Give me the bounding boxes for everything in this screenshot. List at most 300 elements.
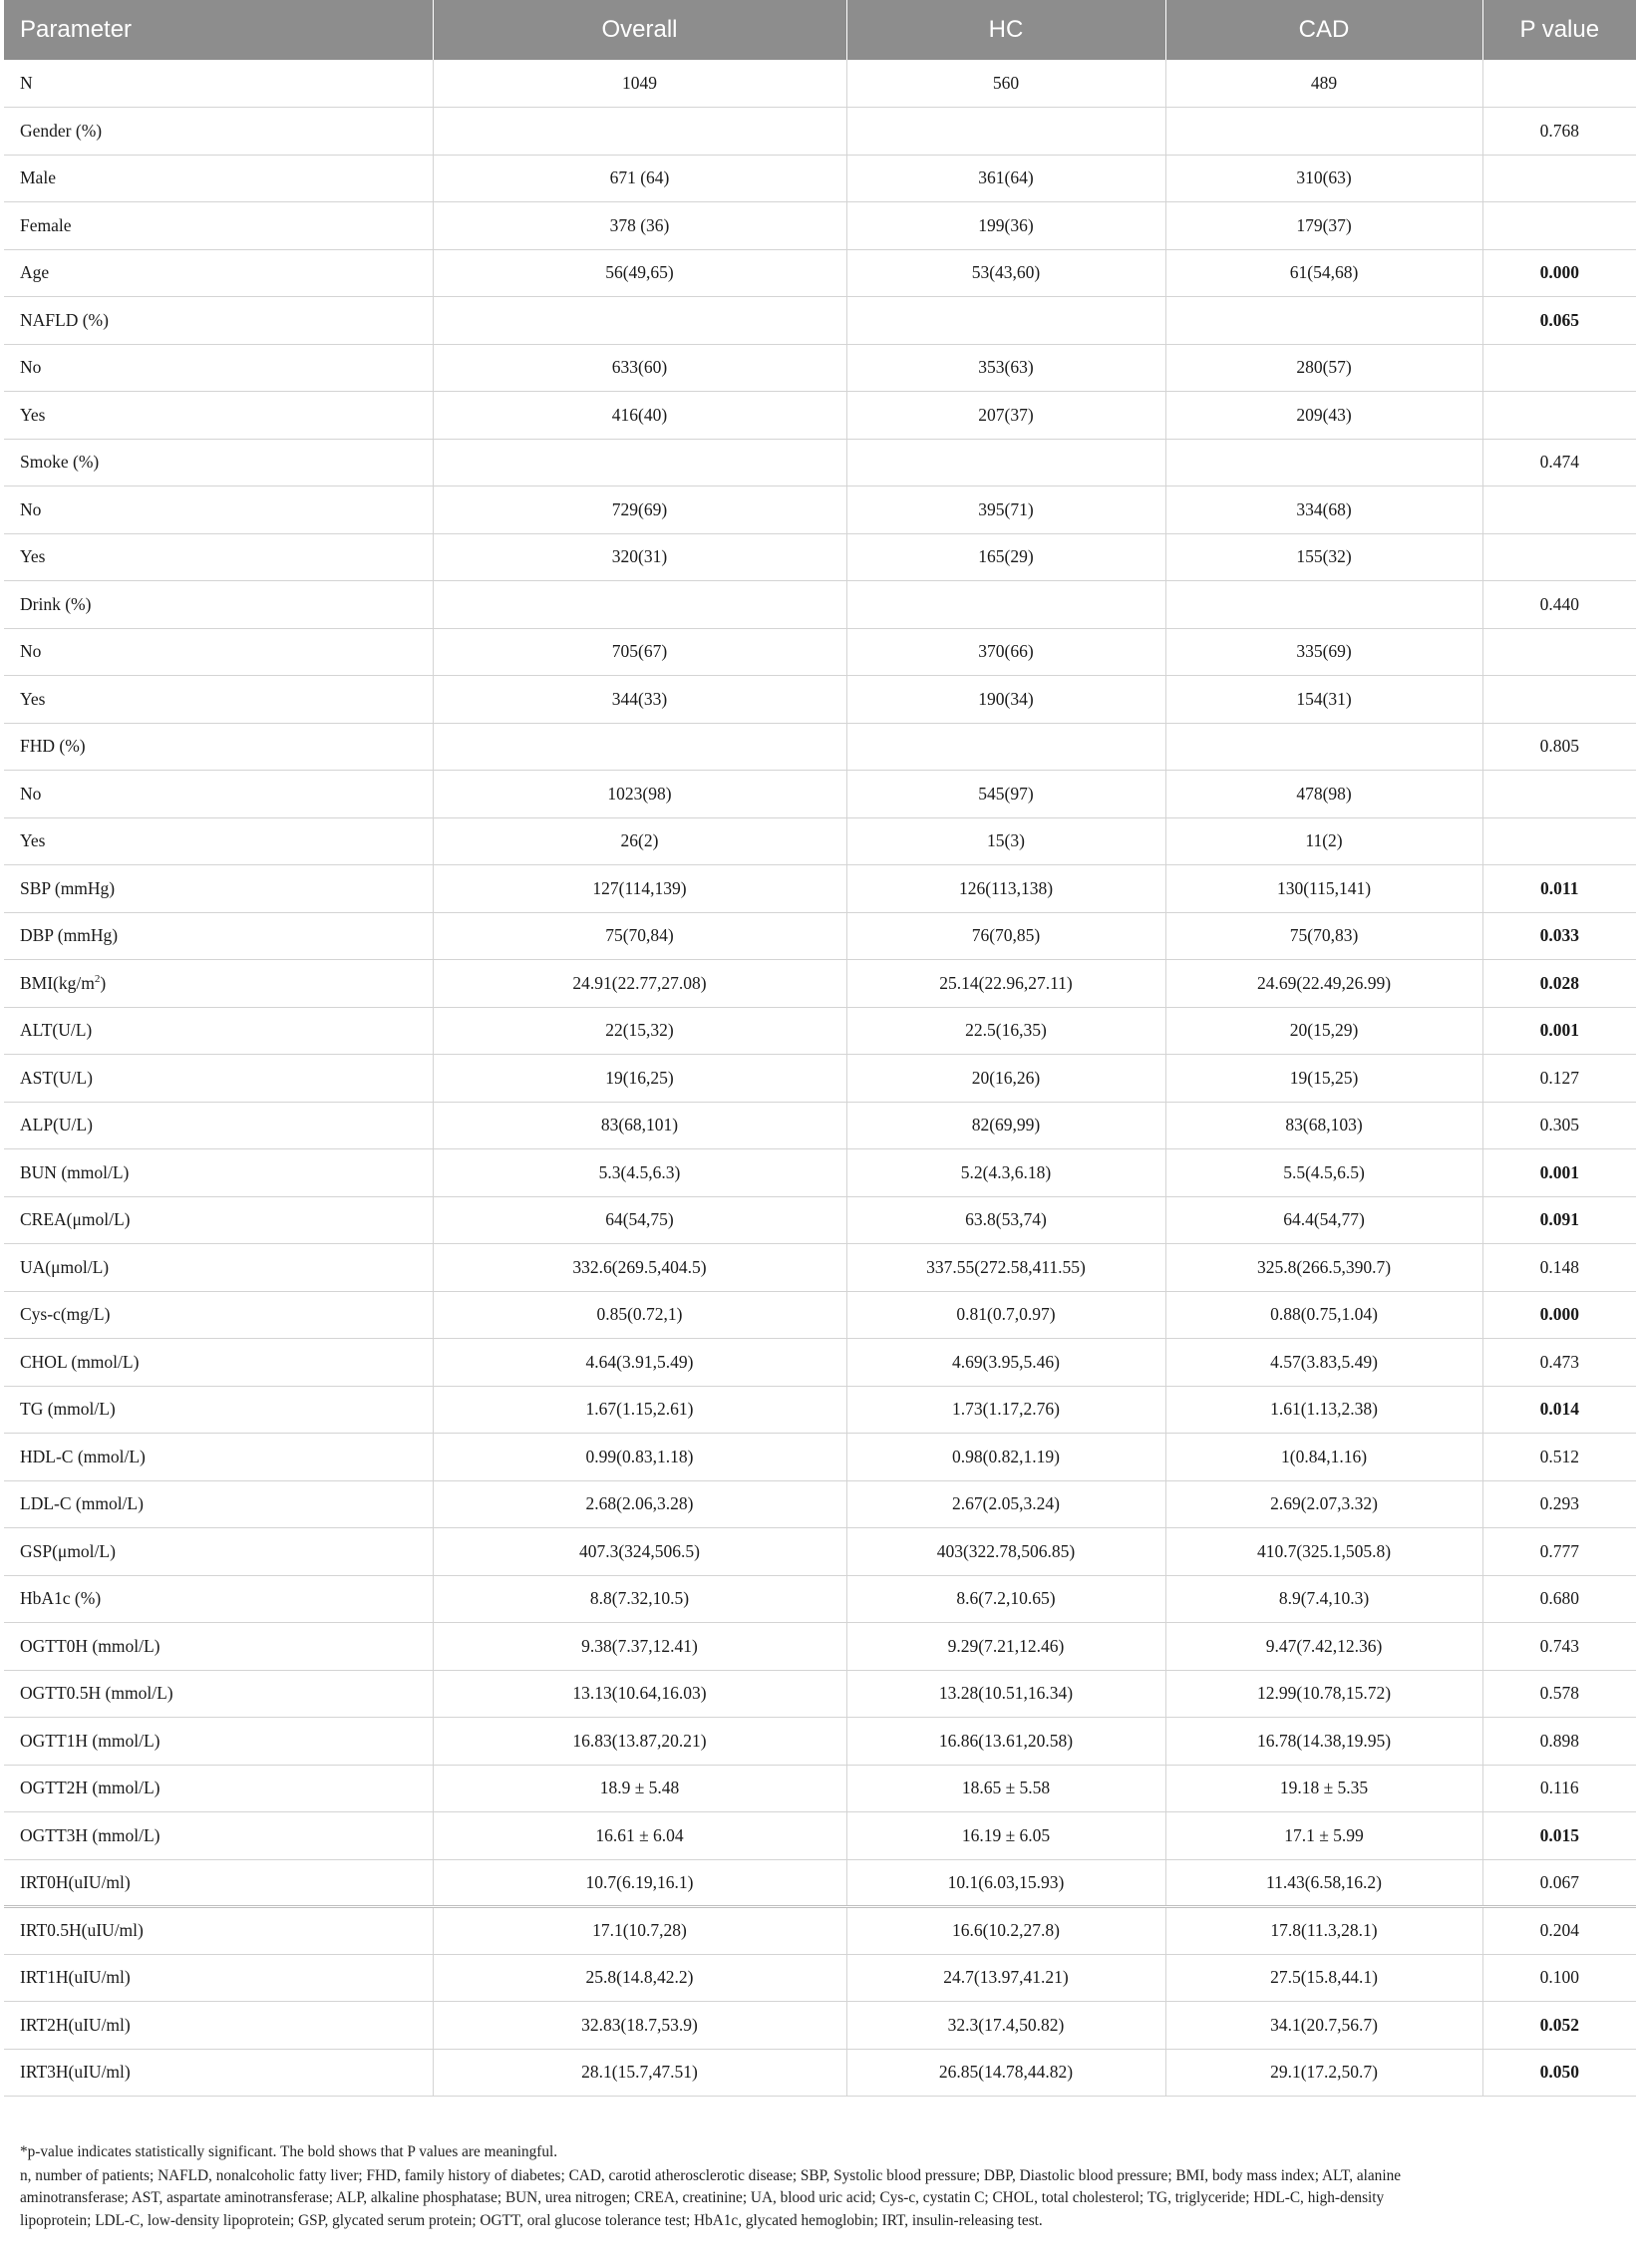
parameter-text: Cys-c(mg/L) xyxy=(20,1304,111,1325)
parameter-text: No xyxy=(20,357,42,378)
parameter-text: OGTT3H (mmol/L) xyxy=(20,1824,161,1845)
row-overall-value: 407.3(324,506.5) xyxy=(433,1528,846,1576)
row-p-value xyxy=(1482,817,1636,865)
row-cad-value: 410.7(325.1,505.8) xyxy=(1165,1528,1482,1576)
row-hc-value xyxy=(846,723,1165,771)
table-row xyxy=(4,960,1636,1008)
row-hc-value: 10.1(6.03,15.93) xyxy=(846,1859,1165,1907)
parameter-text: GSP(μmol/L) xyxy=(20,1540,116,1561)
row-p-value: 0.805 xyxy=(1482,723,1636,771)
row-p-value xyxy=(1482,392,1636,440)
row-overall-value: 16.61 ± 6.04 xyxy=(433,1812,846,1860)
row-hc-value: 560 xyxy=(846,60,1165,108)
row-hc-value: 199(36) xyxy=(846,202,1165,250)
header-p-value: P value xyxy=(1482,0,1636,60)
table-row xyxy=(4,1670,1636,1718)
table-row xyxy=(4,344,1636,392)
row-hc-value: 361(64) xyxy=(846,155,1165,202)
row-overall-value: 64(54,75) xyxy=(433,1196,846,1244)
row-hc-value: 353(63) xyxy=(846,344,1165,392)
row-hc-value: 16.6(10.2,27.8) xyxy=(846,1907,1165,1955)
row-overall-value: 0.85(0.72,1) xyxy=(433,1291,846,1339)
table-row xyxy=(4,1480,1636,1528)
parameter-text: Gender (%) xyxy=(20,120,103,141)
table-row xyxy=(4,1244,1636,1292)
row-cad-value: 27.5(15.8,44.1) xyxy=(1165,1954,1482,2002)
row-cad-value xyxy=(1165,581,1482,629)
row-hc-value xyxy=(846,108,1165,156)
row-hc-value: 545(97) xyxy=(846,771,1165,818)
row-p-value xyxy=(1482,344,1636,392)
parameter-text: UA(μmol/L) xyxy=(20,1256,110,1277)
row-p-value xyxy=(1482,771,1636,818)
row-hc-value: 9.29(7.21,12.46) xyxy=(846,1623,1165,1671)
row-p-value: 0.000 xyxy=(1482,1291,1636,1339)
table-footnotes xyxy=(20,2141,1436,2232)
row-hc-value: 5.2(4.3,6.18) xyxy=(846,1149,1165,1197)
row-hc-value: 4.69(3.95,5.46) xyxy=(846,1339,1165,1387)
parameter-text: Yes xyxy=(20,404,46,425)
row-p-value xyxy=(1482,202,1636,250)
row-overall-value xyxy=(433,439,846,486)
row-parameter-label xyxy=(4,771,433,818)
row-cad-value: 209(43) xyxy=(1165,392,1482,440)
row-p-value: 0.067 xyxy=(1482,1859,1636,1907)
row-parameter-label xyxy=(4,581,433,629)
table-row xyxy=(4,771,1636,818)
row-parameter-label xyxy=(4,2049,433,2097)
table-row xyxy=(4,912,1636,960)
row-parameter-label xyxy=(4,1575,433,1623)
table-row xyxy=(4,1291,1636,1339)
row-cad-value xyxy=(1165,108,1482,156)
table-header xyxy=(4,0,1636,60)
row-cad-value: 64.4(54,77) xyxy=(1165,1196,1482,1244)
table-row xyxy=(4,1007,1636,1055)
row-hc-value: 207(37) xyxy=(846,392,1165,440)
row-overall-value: 13.13(10.64,16.03) xyxy=(433,1670,846,1718)
header-cad: CAD xyxy=(1165,0,1482,60)
row-hc-value: 403(322.78,506.85) xyxy=(846,1528,1165,1576)
row-cad-value: 0.88(0.75,1.04) xyxy=(1165,1291,1482,1339)
table-row xyxy=(4,439,1636,486)
row-p-value xyxy=(1482,628,1636,676)
row-overall-value: 32.83(18.7,53.9) xyxy=(433,2002,846,2050)
row-overall-value: 75(70,84) xyxy=(433,912,846,960)
row-overall-value: 633(60) xyxy=(433,344,846,392)
table-row xyxy=(4,392,1636,440)
row-p-value: 0.743 xyxy=(1482,1623,1636,1671)
row-p-value xyxy=(1482,486,1636,534)
table-row xyxy=(4,1386,1636,1434)
header-overall: Overall xyxy=(433,0,846,60)
row-p-value: 0.000 xyxy=(1482,249,1636,297)
row-overall-value: 17.1(10.7,28) xyxy=(433,1907,846,1955)
parameter-text: NAFLD (%) xyxy=(20,309,109,330)
row-overall-value: 24.91(22.77,27.08) xyxy=(433,960,846,1008)
table-row xyxy=(4,1907,1636,1955)
row-cad-value: 130(115,141) xyxy=(1165,865,1482,913)
row-cad-value: 179(37) xyxy=(1165,202,1482,250)
row-cad-value: 1.61(1.13,2.38) xyxy=(1165,1386,1482,1434)
row-p-value: 0.014 xyxy=(1482,1386,1636,1434)
parameter-text: TG (mmol/L) xyxy=(20,1399,116,1420)
row-hc-value: 0.98(0.82,1.19) xyxy=(846,1434,1165,1481)
parameter-text: DBP (mmHg) xyxy=(20,925,119,946)
parameter-text: OGTT2H (mmol/L) xyxy=(20,1778,161,1798)
table-row xyxy=(4,2002,1636,2050)
row-p-value: 0.440 xyxy=(1482,581,1636,629)
row-p-value: 0.033 xyxy=(1482,912,1636,960)
row-p-value: 0.100 xyxy=(1482,1954,1636,2002)
row-p-value xyxy=(1482,60,1636,108)
table-row xyxy=(4,486,1636,534)
row-parameter-label xyxy=(4,1812,433,1860)
row-cad-value: 19.18 ± 5.35 xyxy=(1165,1765,1482,1812)
table-row xyxy=(4,723,1636,771)
row-cad-value: 334(68) xyxy=(1165,486,1482,534)
table-row xyxy=(4,1102,1636,1149)
parameter-superscript: 2 xyxy=(94,972,101,985)
row-hc-value: 53(43,60) xyxy=(846,249,1165,297)
row-hc-value: 24.7(13.97,41.21) xyxy=(846,1954,1165,2002)
table-row xyxy=(4,1623,1636,1671)
parameter-text: BMI(kg/m xyxy=(20,972,95,993)
row-cad-value: 29.1(17.2,50.7) xyxy=(1165,2049,1482,2097)
row-hc-value: 76(70,85) xyxy=(846,912,1165,960)
parameter-text: AST(U/L) xyxy=(20,1067,93,1088)
parameter-text: IRT3H(uIU/ml) xyxy=(20,2062,131,2083)
row-parameter-label xyxy=(4,1859,433,1907)
baseline-characteristics-table xyxy=(4,0,1636,2097)
row-overall-value: 705(67) xyxy=(433,628,846,676)
row-p-value: 0.091 xyxy=(1482,1196,1636,1244)
row-parameter-label xyxy=(4,1954,433,2002)
row-parameter-label xyxy=(4,1907,433,1955)
row-parameter-label xyxy=(4,1718,433,1766)
row-parameter-label xyxy=(4,912,433,960)
parameter-text: N xyxy=(20,73,33,93)
row-hc-value: 15(3) xyxy=(846,817,1165,865)
row-parameter-label xyxy=(4,533,433,581)
parameter-text: ALT(U/L) xyxy=(20,1020,93,1041)
row-cad-value: 2.69(2.07,3.32) xyxy=(1165,1480,1482,1528)
table-row xyxy=(4,1149,1636,1197)
row-cad-value: 489 xyxy=(1165,60,1482,108)
table-row xyxy=(4,1812,1636,1860)
row-cad-value: 1(0.84,1.16) xyxy=(1165,1434,1482,1481)
table-row xyxy=(4,1339,1636,1387)
row-cad-value: 24.69(22.49,26.99) xyxy=(1165,960,1482,1008)
table-row xyxy=(4,1575,1636,1623)
parameter-text: IRT2H(uIU/ml) xyxy=(20,2014,131,2035)
row-parameter-label xyxy=(4,392,433,440)
row-overall-value: 26(2) xyxy=(433,817,846,865)
row-parameter-label xyxy=(4,1149,433,1197)
row-overall-value: 1023(98) xyxy=(433,771,846,818)
row-overall-value: 5.3(4.5,6.3) xyxy=(433,1149,846,1197)
row-parameter-label xyxy=(4,202,433,250)
row-p-value: 0.680 xyxy=(1482,1575,1636,1623)
row-cad-value: 61(54,68) xyxy=(1165,249,1482,297)
row-cad-value: 5.5(4.5,6.5) xyxy=(1165,1149,1482,1197)
row-parameter-label xyxy=(4,1434,433,1481)
row-overall-value: 320(31) xyxy=(433,533,846,581)
table-row xyxy=(4,865,1636,913)
row-overall-value xyxy=(433,108,846,156)
row-p-value xyxy=(1482,533,1636,581)
parameter-text: LDL-C (mmol/L) xyxy=(20,1493,144,1514)
parameter-text: Age xyxy=(20,262,50,283)
row-hc-value: 165(29) xyxy=(846,533,1165,581)
parameter-text: Male xyxy=(20,167,56,188)
table-row xyxy=(4,60,1636,108)
table-row xyxy=(4,1528,1636,1576)
row-p-value: 0.473 xyxy=(1482,1339,1636,1387)
row-overall-value xyxy=(433,723,846,771)
row-p-value: 0.777 xyxy=(1482,1528,1636,1576)
row-parameter-label xyxy=(4,1102,433,1149)
row-cad-value: 16.78(14.38,19.95) xyxy=(1165,1718,1482,1766)
parameter-text: No xyxy=(20,783,42,804)
row-p-value: 0.204 xyxy=(1482,1907,1636,1955)
parameter-text: No xyxy=(20,641,42,662)
row-p-value: 0.052 xyxy=(1482,2002,1636,2050)
table-row xyxy=(4,676,1636,724)
row-hc-value: 395(71) xyxy=(846,486,1165,534)
parameter-text: OGTT0H (mmol/L) xyxy=(20,1635,161,1656)
row-cad-value: 9.47(7.42,12.36) xyxy=(1165,1623,1482,1671)
row-hc-value: 63.8(53,74) xyxy=(846,1196,1165,1244)
row-p-value: 0.001 xyxy=(1482,1149,1636,1197)
row-hc-value: 16.19 ± 6.05 xyxy=(846,1812,1165,1860)
row-parameter-label xyxy=(4,108,433,156)
row-overall-value: 1049 xyxy=(433,60,846,108)
row-p-value: 0.898 xyxy=(1482,1718,1636,1766)
table-row xyxy=(4,817,1636,865)
table-row xyxy=(4,581,1636,629)
row-cad-value: 4.57(3.83,5.49) xyxy=(1165,1339,1482,1387)
parameter-text: SBP (mmHg) xyxy=(20,877,116,898)
row-overall-value: 416(40) xyxy=(433,392,846,440)
parameter-text: ALP(U/L) xyxy=(20,1115,93,1135)
row-p-value: 0.050 xyxy=(1482,2049,1636,2097)
table-row xyxy=(4,1718,1636,1766)
table-body xyxy=(4,60,1636,2097)
row-overall-value: 378 (36) xyxy=(433,202,846,250)
row-parameter-label xyxy=(4,155,433,202)
row-hc-value xyxy=(846,581,1165,629)
parameter-text: OGTT0.5H (mmol/L) xyxy=(20,1683,173,1704)
row-p-value: 0.011 xyxy=(1482,865,1636,913)
parameter-text: Yes xyxy=(20,546,46,567)
header-row xyxy=(4,0,1636,60)
table-row xyxy=(4,628,1636,676)
row-parameter-label xyxy=(4,1339,433,1387)
parameter-text: HbA1c (%) xyxy=(20,1588,102,1609)
parameter-text: No xyxy=(20,498,42,519)
parameter-text: CREA(μmol/L) xyxy=(20,1209,131,1230)
row-parameter-label xyxy=(4,1765,433,1812)
parameter-text: IRT0.5H(uIU/ml) xyxy=(20,1920,144,1941)
row-cad-value: 34.1(20.7,56.7) xyxy=(1165,2002,1482,2050)
row-parameter-label xyxy=(4,723,433,771)
row-cad-value: 11(2) xyxy=(1165,817,1482,865)
row-p-value: 0.065 xyxy=(1482,297,1636,345)
row-p-value: 0.127 xyxy=(1482,1055,1636,1103)
row-parameter-label xyxy=(4,1528,433,1576)
row-overall-value: 1.67(1.15,2.61) xyxy=(433,1386,846,1434)
row-overall-value: 4.64(3.91,5.49) xyxy=(433,1339,846,1387)
row-cad-value: 154(31) xyxy=(1165,676,1482,724)
parameter-text: Yes xyxy=(20,688,46,709)
row-hc-value: 26.85(14.78,44.82) xyxy=(846,2049,1165,2097)
parameter-text: BUN (mmol/L) xyxy=(20,1161,130,1182)
row-hc-value: 25.14(22.96,27.11) xyxy=(846,960,1165,1008)
row-hc-value: 370(66) xyxy=(846,628,1165,676)
row-cad-value: 17.1 ± 5.99 xyxy=(1165,1812,1482,1860)
row-cad-value: 155(32) xyxy=(1165,533,1482,581)
row-overall-value xyxy=(433,581,846,629)
row-overall-value: 10.7(6.19,16.1) xyxy=(433,1859,846,1907)
header-parameter: Parameter xyxy=(4,0,433,60)
row-hc-value: 337.55(272.58,411.55) xyxy=(846,1244,1165,1292)
row-cad-value xyxy=(1165,439,1482,486)
parameter-text: IRT0H(uIU/ml) xyxy=(20,1871,131,1892)
row-hc-value: 190(34) xyxy=(846,676,1165,724)
row-parameter-label xyxy=(4,1386,433,1434)
row-overall-value xyxy=(433,297,846,345)
row-p-value: 0.293 xyxy=(1482,1480,1636,1528)
row-overall-value: 127(114,139) xyxy=(433,865,846,913)
row-cad-value: 335(69) xyxy=(1165,628,1482,676)
row-overall-value: 22(15,32) xyxy=(433,1007,846,1055)
row-cad-value: 12.99(10.78,15.72) xyxy=(1165,1670,1482,1718)
parameter-text: Yes xyxy=(20,830,46,851)
table-row xyxy=(4,1954,1636,2002)
parameter-text: Female xyxy=(20,214,72,235)
row-cad-value: 75(70,83) xyxy=(1165,912,1482,960)
parameter-text: Drink (%) xyxy=(20,593,92,614)
parameter-text: OGTT1H (mmol/L) xyxy=(20,1730,161,1751)
row-overall-value: 83(68,101) xyxy=(433,1102,846,1149)
row-cad-value: 8.9(7.4,10.3) xyxy=(1165,1575,1482,1623)
table-row xyxy=(4,1196,1636,1244)
row-overall-value: 2.68(2.06,3.28) xyxy=(433,1480,846,1528)
row-hc-value: 16.86(13.61,20.58) xyxy=(846,1718,1165,1766)
table-row xyxy=(4,155,1636,202)
row-cad-value: 83(68,103) xyxy=(1165,1102,1482,1149)
row-parameter-label xyxy=(4,960,433,1008)
row-parameter-label xyxy=(4,439,433,486)
row-hc-value: 82(69,99) xyxy=(846,1102,1165,1149)
abbreviations-note: n, number of patients; NAFLD, nonalcoholic fatty liver; FHD, family history of diabetes; CAD, carotid atherosclerotic disease; SBP, Systolic blood pressure; DBP, Diastolic blood pressure; BMI, body mass index; ALT, alanine aminotransferase; AST, aspartate aminotransferase; ALP, alkaline phosphatase; BUN, urea nitrogen; CREA, creatinine; UA, blood uric acid; Cys-c, cystatin C; CHOL, total cholesterol; TG, triglyceride; HDL-C, high-density lipoprotein; LDL-C, low-density lipoprotein; GSP, glycated serum protein; OGTT, oral glucose tolerance test; HbA1c, glycated hemoglobin; IRT, insulin-releasing test. xyxy=(20,2166,1402,2229)
row-parameter-label xyxy=(4,1670,433,1718)
row-parameter-label xyxy=(4,486,433,534)
table-row xyxy=(4,297,1636,345)
row-hc-value: 20(16,26) xyxy=(846,1055,1165,1103)
row-hc-value: 13.28(10.51,16.34) xyxy=(846,1670,1165,1718)
row-p-value: 0.474 xyxy=(1482,439,1636,486)
row-p-value: 0.015 xyxy=(1482,1812,1636,1860)
row-p-value xyxy=(1482,155,1636,202)
row-p-value: 0.148 xyxy=(1482,1244,1636,1292)
table-row xyxy=(4,1859,1636,1907)
row-cad-value xyxy=(1165,723,1482,771)
row-parameter-label xyxy=(4,1244,433,1292)
row-parameter-label xyxy=(4,1196,433,1244)
row-overall-value: 0.99(0.83,1.18) xyxy=(433,1434,846,1481)
row-overall-value: 729(69) xyxy=(433,486,846,534)
row-parameter-label xyxy=(4,297,433,345)
baseline-characteristics-table-container xyxy=(4,0,1600,2097)
row-hc-value: 1.73(1.17,2.76) xyxy=(846,1386,1165,1434)
row-parameter-label xyxy=(4,628,433,676)
parameter-text: FHD (%) xyxy=(20,736,86,757)
row-hc-value: 0.81(0.7,0.97) xyxy=(846,1291,1165,1339)
table-row xyxy=(4,202,1636,250)
row-cad-value: 20(15,29) xyxy=(1165,1007,1482,1055)
row-parameter-label xyxy=(4,1480,433,1528)
table-row xyxy=(4,533,1636,581)
row-p-value: 0.305 xyxy=(1482,1102,1636,1149)
row-hc-value xyxy=(846,439,1165,486)
row-parameter-label xyxy=(4,1623,433,1671)
row-cad-value xyxy=(1165,297,1482,345)
row-hc-value: 32.3(17.4,50.82) xyxy=(846,2002,1165,2050)
row-hc-value: 22.5(16,35) xyxy=(846,1007,1165,1055)
row-cad-value: 310(63) xyxy=(1165,155,1482,202)
row-hc-value: 18.65 ± 5.58 xyxy=(846,1765,1165,1812)
row-cad-value: 325.8(266.5,390.7) xyxy=(1165,1244,1482,1292)
parameter-text: HDL-C (mmol/L) xyxy=(20,1446,146,1466)
row-p-value: 0.116 xyxy=(1482,1765,1636,1812)
row-p-value: 0.512 xyxy=(1482,1434,1636,1481)
row-overall-value: 56(49,65) xyxy=(433,249,846,297)
row-parameter-label xyxy=(4,1007,433,1055)
header-hc: HC xyxy=(846,0,1165,60)
row-parameter-label xyxy=(4,865,433,913)
row-overall-value: 344(33) xyxy=(433,676,846,724)
row-overall-value: 16.83(13.87,20.21) xyxy=(433,1718,846,1766)
parameter-text: CHOL (mmol/L) xyxy=(20,1351,140,1372)
row-p-value: 0.578 xyxy=(1482,1670,1636,1718)
row-parameter-label xyxy=(4,60,433,108)
row-parameter-label xyxy=(4,2002,433,2050)
significance-note: *p-value indicates statistically significant. The bold shows that P values are meaningful. xyxy=(20,2143,558,2160)
row-cad-value: 11.43(6.58,16.2) xyxy=(1165,1859,1482,1907)
table-row xyxy=(4,108,1636,156)
row-p-value: 0.768 xyxy=(1482,108,1636,156)
row-cad-value: 19(15,25) xyxy=(1165,1055,1482,1103)
table-row xyxy=(4,1434,1636,1481)
row-cad-value: 478(98) xyxy=(1165,771,1482,818)
row-p-value: 0.001 xyxy=(1482,1007,1636,1055)
row-cad-value: 280(57) xyxy=(1165,344,1482,392)
row-overall-value: 9.38(7.37,12.41) xyxy=(433,1623,846,1671)
row-hc-value: 2.67(2.05,3.24) xyxy=(846,1480,1165,1528)
row-parameter-label xyxy=(4,344,433,392)
parameter-text-suffix: ) xyxy=(100,972,107,993)
row-parameter-label xyxy=(4,1291,433,1339)
row-hc-value: 126(113,138) xyxy=(846,865,1165,913)
row-p-value xyxy=(1482,676,1636,724)
row-overall-value: 18.9 ± 5.48 xyxy=(433,1765,846,1812)
row-overall-value: 28.1(15.7,47.51) xyxy=(433,2049,846,2097)
row-p-value: 0.028 xyxy=(1482,960,1636,1008)
row-cad-value: 17.8(11.3,28.1) xyxy=(1165,1907,1482,1955)
row-overall-value: 332.6(269.5,404.5) xyxy=(433,1244,846,1292)
